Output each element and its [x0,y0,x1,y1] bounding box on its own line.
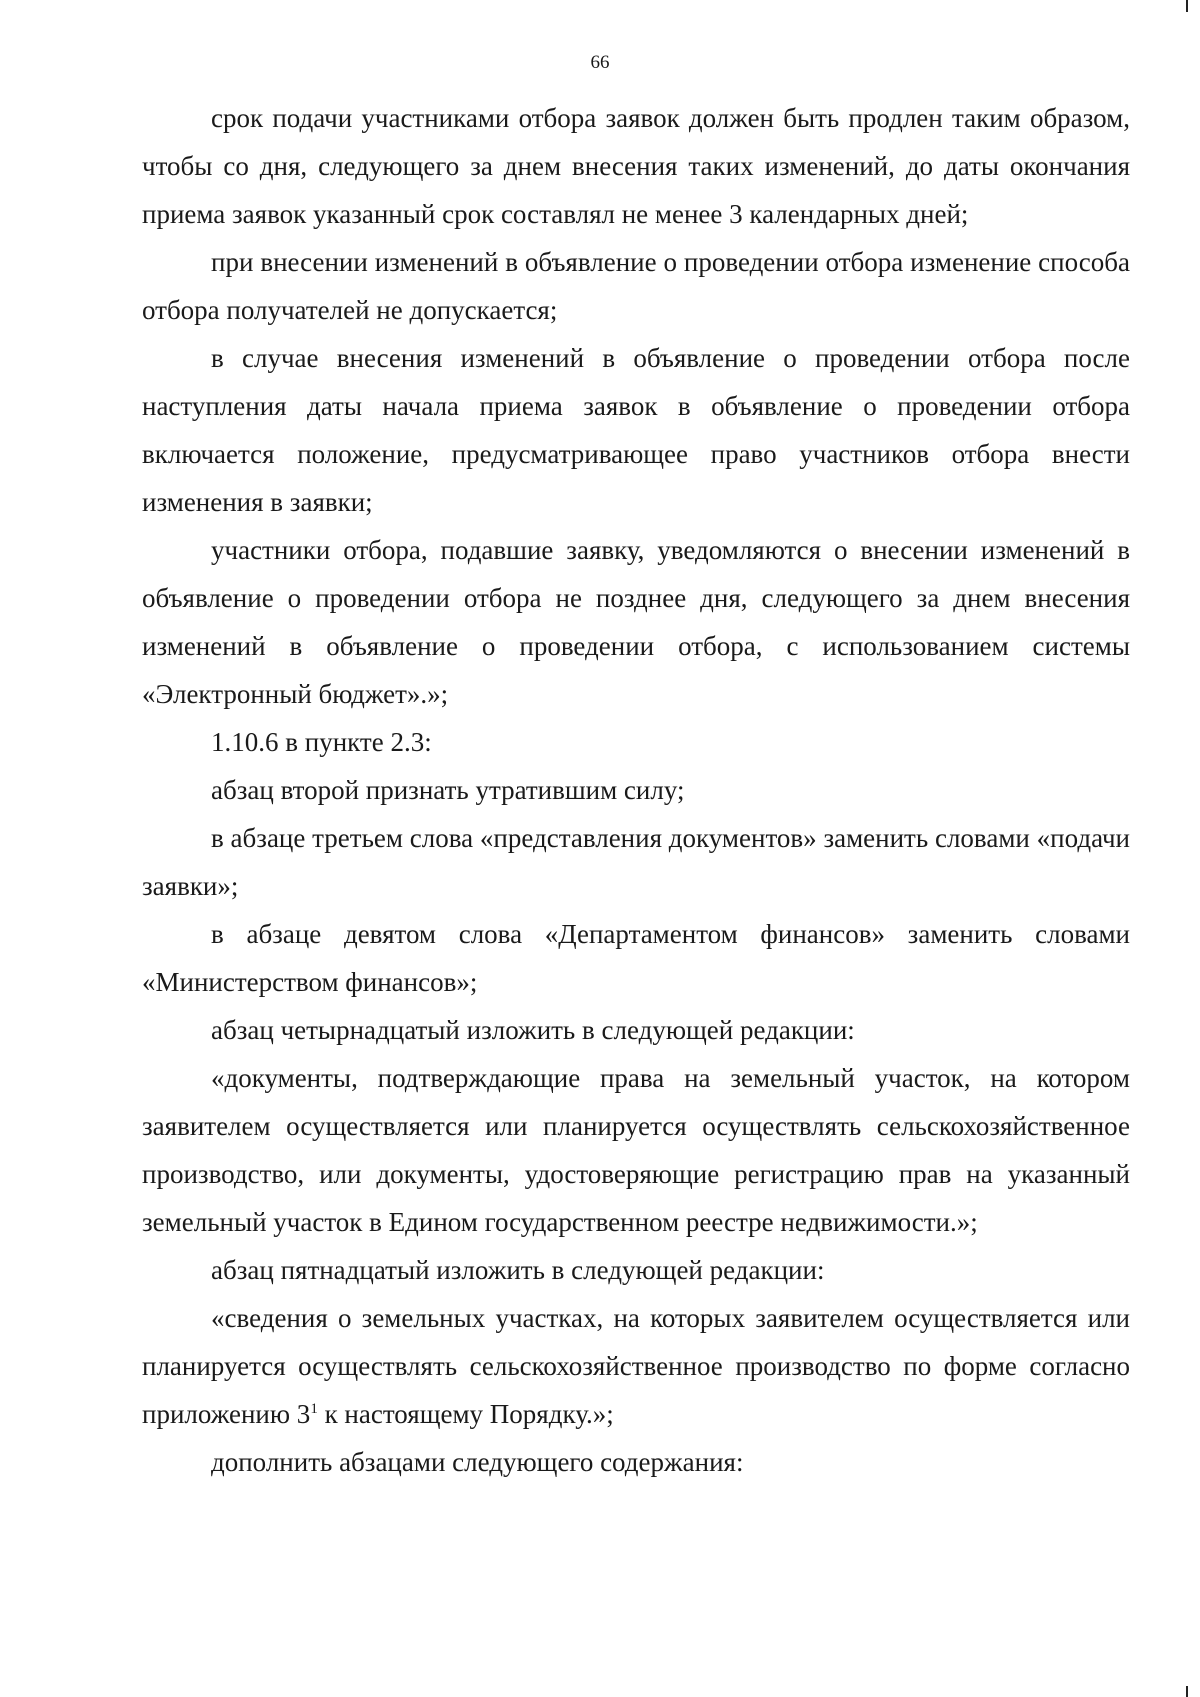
scan-edge-mark-bottom [1186,1686,1188,1697]
land-info-text-end: к настоящему Порядку.»; [317,1399,614,1429]
paragraph-item-1-10-6: 1.10.6 в пункте 2.3: [211,727,432,757]
appendix-superscript: 1 [310,1401,318,1417]
scan-edge-mark-top [1186,0,1188,12]
paragraph-fifteenth-abzac: абзац пятнадцатый изложить в следующей редакции: [211,1255,825,1285]
document-body [142,94,1130,1486]
paragraph-fourteenth-abzac: абзац четырнадцатый изложить в следующей редакции: [211,1015,855,1045]
paragraph-land-info-quote [142,1294,1130,1438]
paragraph-land-documents-quote: «документы, подтверждающие права на земельный участок, на котором заявителем осуществляется или планируется осуществлять сельскохозяйственное производство, или документы, удостоверяющие регистрацию прав на указанный земельный участок в Едином государственном реестре недвижимости.»; [142,1063,1130,1237]
page-number: 66 [590,52,610,73]
paragraph-participants-notified: участники отбора, подавшие заявку, уведомляются о внесении изменений в объявление о проведении отбора не позднее дня, следующего за днем внесения изменений в объявление о проведении отбора, с использованием системы «Электронный бюджет».»; [142,535,1130,709]
land-info-text: «сведения о земельных участках, на которых заявителем осуществляется или планируется осуществлять сельскохозяйственное производство по форме согласно приложению 3 [142,1303,1130,1429]
paragraph-add-abzacs: дополнить абзацами следующего содержания: [211,1447,744,1477]
paragraph-deadline-extension: срок подачи участниками отбора заявок должен быть продлен таким образом, чтобы со дня, следующего за днем внесения таких изменений, до даты окончания приема заявок указанный срок составлял не менее 3 календарных дней; [142,103,1130,229]
paragraph-changes-after-start: в случае внесения изменений в объявление о проведении отбора после наступления даты начала приема заявок в объявление о проведении отбора включается положение, предусматривающее право участников отбора внести изменения в заявки; [142,343,1130,517]
paragraph-ninth-abzac: в абзаце девятом слова «Департаментом финансов» заменить словами «Министерством финансов»; [142,919,1130,997]
paragraph-selection-method: при внесении изменений в объявление о проведении отбора изменение способа отбора получателей не допускается; [142,247,1130,325]
paragraph-second-abzac: абзац второй признать утратившим силу; [211,775,685,805]
paragraph-third-abzac: в абзаце третьем слова «представления документов» заменить словами «подачи заявки»; [142,823,1130,901]
